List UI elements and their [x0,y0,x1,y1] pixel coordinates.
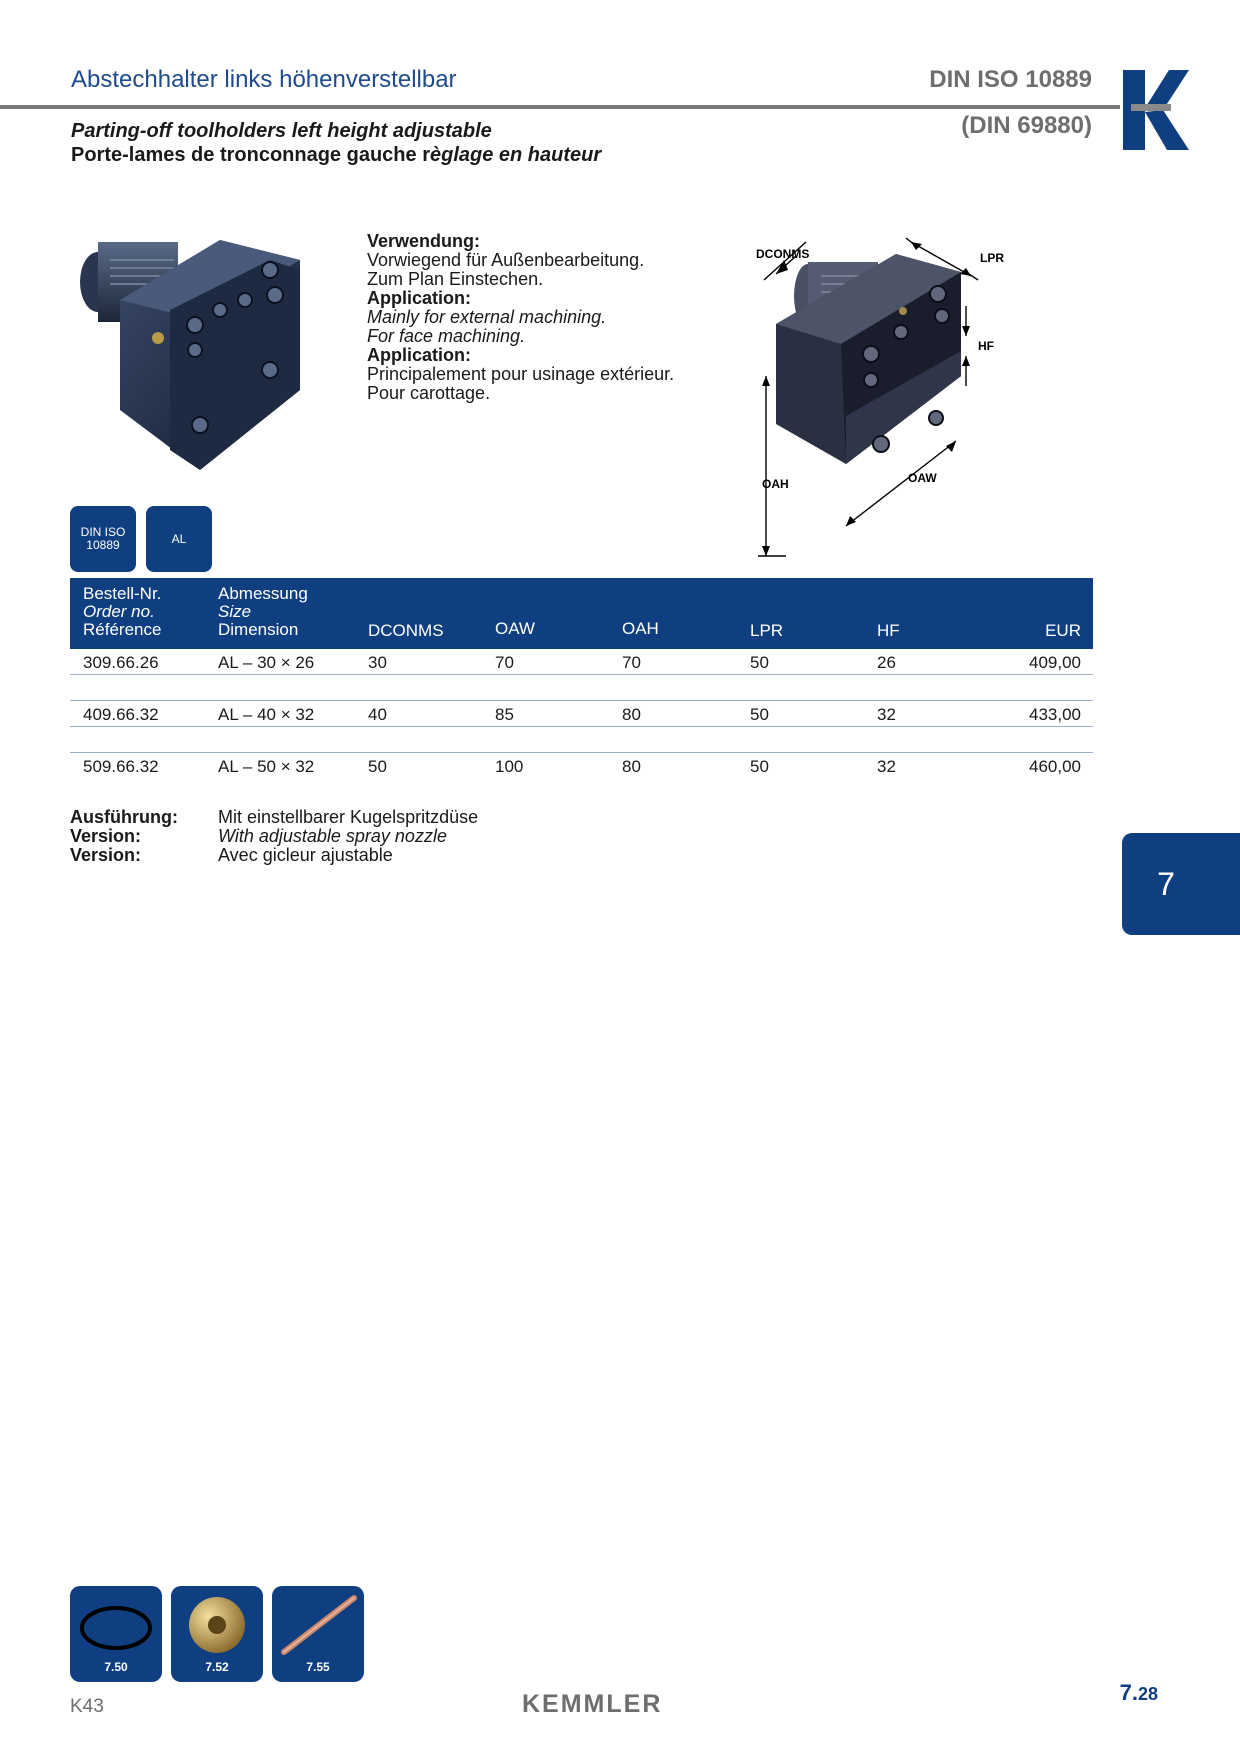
dimension-drawing [756,236,1096,566]
application-en-line: Mainly for external machining. [367,307,607,327]
cell-dimension: AL – 30 × 26 [218,653,315,672]
header-order-fr: Référence [83,620,162,639]
page-number [1120,1680,1158,1706]
din-iso-badge [70,506,136,572]
cell-dconms: 50 [368,757,387,776]
label-dconms: DCONMS [756,247,810,261]
header-eur: EUR [1045,621,1081,640]
application-en-line: For face machining. [367,326,526,346]
accessory-o-ring[interactable] [70,1586,162,1682]
accessory-label: 7.50 [104,1660,128,1674]
application-en-heading: Application: [367,288,471,308]
page-number-major: 7. [1119,1680,1138,1705]
cell-order: 309.66.26 [83,653,159,672]
cell-lpr: 50 [750,705,769,724]
label-oaw: OAW [908,471,937,485]
al-badge: AL [146,506,212,572]
table-spacer [70,727,1093,753]
cell-eur: 433,00 [1029,705,1081,724]
application-de-heading: Verwendung: [367,231,481,251]
version-row-fr [70,846,478,865]
product-photo [70,230,330,478]
cell-order: 409.66.32 [83,705,159,724]
cell-dconms: 40 [368,705,387,724]
header-order-en: Order no. [83,602,155,621]
table-row [70,701,1093,727]
table-header [70,578,1093,649]
page-title: Abstechhalter links höhenverstellbar [71,66,457,93]
header-dim-en: Size [218,602,252,621]
subtitle-french [71,144,601,167]
cell-hf: 32 [877,705,896,724]
cell-lpr: 50 [750,653,769,672]
accessory-label: 7.55 [306,1660,330,1674]
table-row [70,753,1093,779]
page-number-minor: 28 [1137,1684,1158,1704]
header-dim-de: Abmessung [218,584,308,603]
header-oaw: OAW [495,619,535,638]
version-value-de: Mit einstellbarer Kugelspritzdüse [218,807,479,827]
accessory-label: 7.52 [205,1660,229,1674]
cell-dconms: 30 [368,653,387,672]
subtitle-french-plain: Porte-lames de tronconnage gauche r [71,144,430,166]
cell-oaw: 85 [495,705,514,724]
header-order-de: Bestell-Nr. [83,584,162,603]
din-standard: DIN ISO 10889 [929,66,1092,93]
cell-hf: 26 [877,653,896,672]
header-dconms: DCONMS [368,621,444,640]
version-label-fr: Version: [70,845,142,865]
application-fr-heading: Application: [367,345,471,365]
cell-oaw: 70 [495,653,514,672]
header-dimension [218,585,308,639]
accessory-coolant-pipe[interactable] [272,1586,364,1682]
cell-eur: 409,00 [1029,653,1081,672]
cell-dimension: AL – 40 × 32 [218,705,315,724]
header-oah: OAH [622,619,659,638]
cell-oah: 80 [622,757,641,776]
version-row-de [70,808,478,827]
subtitle-english: Parting-off toolholders left height adjustable [71,120,492,142]
cell-oah: 80 [622,705,641,724]
cell-dimension: AL – 50 × 32 [218,757,315,776]
ball-nozzle-icon [177,1592,257,1658]
table-spacer [70,675,1093,701]
header-lpr: LPR [750,621,784,640]
coolant-pipe-icon [278,1592,358,1658]
version-row-en [70,827,478,846]
cell-order: 509.66.32 [83,757,159,776]
version-label-de: Ausführung: [70,807,178,827]
application-fr-line: Pour carottage. [367,383,491,403]
header-hf: HF [877,621,900,640]
version-value-fr: Avec gicleur ajustable [218,845,393,865]
cell-hf: 32 [877,757,896,776]
product-table [70,578,1093,779]
label-hf: HF [978,339,994,353]
din-standard-old: (DIN 69880) [961,112,1092,139]
cell-oaw: 100 [495,757,524,776]
version-block [70,808,478,865]
o-ring-icon [76,1592,156,1658]
header-order [83,585,161,639]
header-divider [0,105,1120,109]
table-row [70,649,1093,675]
cell-lpr: 50 [750,757,769,776]
version-value-en: With adjustable spray nozzle [218,826,447,846]
subtitle-french-italic: èglage en hauteur [429,144,602,166]
label-oah: OAH [762,477,789,491]
label-lpr: LPR [980,251,1004,265]
accessory-ball-nozzle[interactable] [171,1586,263,1682]
application-de-line: Vorwiegend für Außenbearbeitung. [367,250,645,270]
application-de-line: Zum Plan Einstechen. [367,269,544,289]
brand-name: KEMMLER [522,1690,663,1718]
application-fr-line: Principalement pour usinage extérieur. [367,364,675,384]
cell-eur: 460,00 [1029,757,1081,776]
version-label-en: Version: [70,826,142,846]
cell-oah: 70 [622,653,641,672]
din-badge-line2: 10889 [86,538,120,552]
header-dim-fr: Dimension [218,620,299,639]
catalog-code: K43 [70,1696,104,1717]
chapter-tab[interactable]: 7 [1122,833,1240,935]
din-badge-line1: DIN ISO [80,525,126,539]
application-text [367,232,747,403]
kemmler-logo-icon [1121,70,1189,150]
